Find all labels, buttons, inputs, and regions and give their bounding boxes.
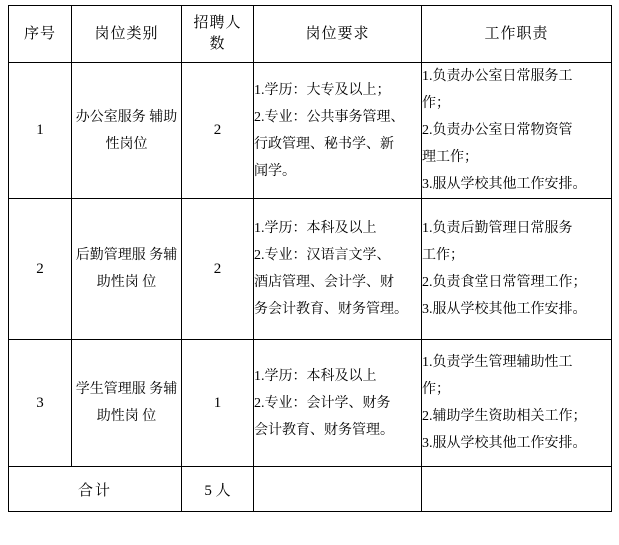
duty-line: 1.负责办公室日常服务工 [422,69,573,84]
header-cell-no [9,6,72,63]
duty-line: 3.服从学校其他工作安排。 [422,302,587,317]
row-number: 2 [182,199,254,340]
row-category [72,63,182,199]
header-label-no: 序号 [23,25,56,42]
table-row [9,199,612,340]
row-category-line: 位 [142,275,157,290]
requirement-line: 1.学历：本科及以上 [254,221,377,236]
row-duty [422,63,612,199]
header-label-number-line2: 数 [209,36,226,52]
row-no: 2 [9,199,72,340]
header-cell-category [72,6,182,63]
requirement-line: 2.专业：会计学、财务 [254,395,391,411]
requirement-line: 1.学历：大专及以上； [254,82,391,98]
row-no: 3 [9,340,72,467]
header-label-requirement: 岗位要求 [305,25,370,42]
requirement-line: 2.专业：汉语言文学、 [254,248,391,263]
total-number: 5 人 [182,467,254,512]
row-number: 2 [182,63,254,199]
duty-line: 作； [422,382,450,397]
requirement-line: 行政管理、秘书学、新 [254,136,394,152]
row-category-line: 位 [142,409,157,424]
row-requirement [254,63,422,199]
table-total-row [9,467,612,512]
total-label: 合计 [9,467,182,512]
row-category [72,199,182,340]
table-row [9,63,612,199]
duty-line: 2.负责食堂日常管理工作； [422,275,587,290]
row-duty [422,340,612,467]
row-no: 1 [9,63,72,199]
row-number: 1 [182,340,254,467]
requirement-line: 酒店管理、会计学、财 [254,275,394,290]
duty-line: 2.负责办公室日常物资管 [422,123,573,138]
row-requirement [254,340,422,467]
total-empty-duty [422,467,612,512]
row-category-line: 务辅助性岗 [96,382,178,424]
requirement-line: 1.学历：本科及以上 [254,368,377,384]
row-category-line: 辅助性岗位 [105,109,178,152]
row-category [72,340,182,467]
header-label-number-line1: 招聘人 [193,15,242,31]
total-empty-requirement [254,467,422,512]
duty-line: 2.辅助学生资助相关工作； [422,409,587,424]
duty-line: 1.负责学生管理辅助性工 [422,355,573,370]
header-cell-number [182,6,254,63]
duty-line: 3.服从学校其他工作安排。 [422,177,587,192]
row-category-line: 学生管理服 [75,382,146,397]
table-header-row [9,6,612,63]
duty-line: 3.服从学校其他工作安排。 [422,436,587,451]
duty-line: 作； [422,96,450,111]
duty-line: 工作； [422,248,464,263]
recruitment-table [8,5,612,512]
duty-line: 理工作； [422,150,478,165]
requirement-line: 会计教育、财务管理。 [254,422,394,438]
header-label-category: 岗位类别 [94,25,159,42]
header-cell-duty [422,6,612,63]
requirement-line: 闻学。 [254,163,296,179]
requirement-line: 2.专业：公共事务管理、 [254,109,405,125]
row-category-line: 办公室服务 [75,109,146,125]
row-category-line: 后勤管理服 [75,248,146,263]
row-duty [422,199,612,340]
table-row [9,340,612,467]
duty-line: 1.负责后勤管理日常服务 [422,221,573,236]
header-label-duty: 工作职责 [484,25,549,42]
row-requirement [254,199,422,340]
requirement-line: 务会计教育、财务管理。 [254,302,408,317]
header-cell-requirement [254,6,422,63]
row-category-line: 务辅助性岗 [96,248,178,290]
